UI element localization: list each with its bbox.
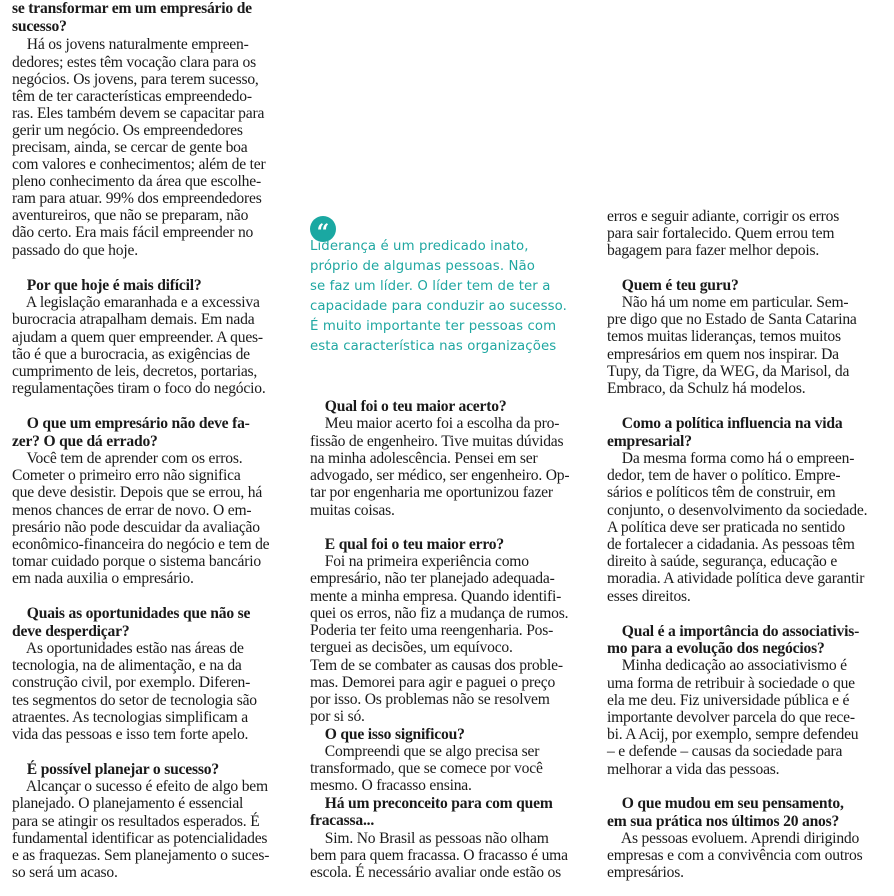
answer-text-line: ajudam a quem quer empreender. A ques-: [12, 329, 263, 346]
answer-text-line: Cometer o primeiro erro não significa: [12, 467, 241, 484]
answer-text-line: pleno conhecimento da área que escolhe-: [12, 173, 261, 190]
pull-quote-line: se faz um líder. O líder tem de ter a: [310, 279, 551, 294]
interview-question-line: Quais as oportunidades que não se: [12, 605, 251, 622]
answer-text-line: Compreendi que se algo precisa ser: [310, 743, 540, 760]
answer-text-line: econômico-financeira do negócio e tem de: [12, 536, 270, 553]
answer-text-line: Foi na primeira experiência como: [310, 553, 529, 570]
answer-text-line: ela me deu. Fiz universidade pública e é: [607, 692, 850, 709]
answer-text-line: burocracia atrapalham demais. Em nada: [12, 311, 255, 328]
answer-text-line: esses direitos.: [607, 588, 691, 605]
interview-question-line: O que isso significou?: [310, 726, 465, 743]
answer-text-line: so será um acaso.: [12, 864, 118, 881]
answer-text-line: precisam, ainda, se cercar de gente boa: [12, 139, 248, 156]
answer-text-line: quei os erros, não fiz a mudança de rumos.: [310, 605, 569, 622]
answer-text-line: ras. Eles também devem se capacitar para: [12, 105, 265, 122]
answer-text-line: e as fraquezas. Sem planejamento o suces-: [12, 847, 270, 864]
answer-text-line: fissão de engenheiro. Tive muitas dúvidas: [310, 433, 564, 450]
answer-text-line: construção civil, por exemplo. Diferen-: [12, 674, 251, 691]
answer-text-line: cumprimento de leis, decretos, portarias,: [12, 363, 258, 380]
answer-text-line: ram para atuar. 99% dos empreendedores: [12, 190, 262, 207]
answer-text-line: Você tem de aprender com os erros.: [12, 450, 243, 467]
answer-text-line: menos chances de errar de novo. O em-: [12, 502, 252, 519]
interview-question-line: se transformar em um empresário de: [12, 0, 252, 17]
answer-text-line: A política deve ser praticada no sentido: [607, 519, 845, 536]
answer-text-line: têm de ter características empreendedo-: [12, 88, 252, 105]
answer-text-line: pre digo que no Estado de Santa Catarina: [607, 311, 857, 328]
answer-text-line: melhorar a vida das pessoas.: [607, 761, 780, 778]
interview-question-line: Qual é a importância do associativis-: [607, 623, 860, 640]
answer-text-line: dedores; estes têm vocação clara para os: [12, 54, 256, 71]
answer-text-line: direito à saúde, segurança, educação e: [607, 553, 838, 570]
answer-text-line: passado do que hoje.: [12, 242, 138, 259]
interview-question-line: mo para a evolução dos negócios?: [607, 640, 825, 657]
interview-question-line: em sua prática nos últimos 20 anos?: [607, 813, 840, 830]
answer-text-line: As pessoas evoluem. Aprendi dirigindo: [607, 830, 860, 847]
answer-text-line: tão é que a burocracia, as exigências de: [12, 346, 250, 363]
answer-text-line: em nada auxilia o empresário.: [12, 570, 194, 587]
answer-text-line: Alcançar o sucesso é efeito de algo bem: [12, 778, 268, 795]
interview-question-line: zer? O que dá errado?: [12, 433, 158, 450]
answer-text-line: bagagem para fazer melhor depois.: [607, 242, 820, 259]
answer-text-line: advogado, ser médico, ser engenheiro. Op-: [310, 467, 570, 484]
answer-text-line: A legislação emaranhada e a excessiva: [12, 294, 260, 311]
answer-text-line: de fortalecer a cidadania. As pessoas têm: [607, 536, 855, 553]
interview-question-line: É possível planejar o sucesso?: [12, 761, 219, 778]
answer-text-line: Sim. No Brasil as pessoas não olham: [310, 830, 549, 847]
interview-question-line: fracassa...: [310, 812, 375, 829]
answer-text-line: terguei as decisões, um equívoco.: [310, 639, 513, 656]
answer-text-line: por isso. Os problemas não se resolvem: [310, 691, 550, 708]
interview-question-line: deve desperdiçar?: [12, 623, 130, 640]
answer-text-line: sários e políticos têm de construir, em: [607, 484, 836, 501]
pull-quote-line: É muito importante ter pessoas com: [310, 319, 557, 334]
answer-text-line: com valores e conhecimentos; além de ter: [12, 156, 266, 173]
answer-text-line: mesmo. O fracasso ensina.: [310, 777, 472, 794]
answer-text-line: presário não pode descuidar da avaliação: [12, 519, 260, 536]
answer-text-line: tar por engenharia me oportunizou fazer: [310, 484, 553, 501]
answer-text-line: empresas e com a convivência com outros: [607, 847, 863, 864]
pull-quote-line: Liderança é um predicado inato,: [310, 239, 529, 254]
interview-question-line: Como a política influencia na vida: [607, 415, 843, 432]
answer-text-line: empresários.: [607, 864, 684, 881]
pull-quote-line: próprio de algumas pessoas. Não: [310, 259, 535, 274]
pull-quote-line: esta característica nas organizações: [310, 339, 557, 354]
answer-text-line: Minha dedicação ao associativismo é: [607, 657, 847, 674]
answer-text-line: negócios. Os jovens, para terem sucesso,: [12, 71, 259, 88]
answer-text-line: tecnologia, na de alimentação, e na da: [12, 657, 242, 674]
interview-question-line: E qual foi o teu maior erro?: [310, 536, 504, 553]
answer-text-line: regulamentações tiram o foco do negócio.: [12, 380, 266, 397]
interview-question-line: O que um empresário não deve fa-: [12, 415, 250, 432]
answer-text-line: importante devolver parcela do que rece-: [607, 709, 855, 726]
answer-text-line: muitas coisas.: [310, 502, 395, 519]
interview-question-line: O que mudou em seu pensamento,: [607, 795, 844, 812]
answer-text-line: empresário, não ter planejado adequada-: [310, 570, 555, 587]
answer-text-line: vida das pessoas e isso tem forte apelo.: [12, 726, 249, 743]
answer-text-line: As oportunidades estão nas áreas de: [12, 640, 244, 657]
interview-question-line: Quem é teu guru?: [607, 277, 739, 294]
answer-text-line: bem para quem fracassa. O fracasso é uma: [310, 847, 568, 864]
answer-text-line: Tupy, da Tigre, da WEG, da Marisol, da: [607, 363, 850, 380]
answer-text-line: bi. A Acij, por exemplo, sempre defendeu: [607, 726, 859, 743]
interview-question-line: Por que hoje é mais difícil?: [12, 277, 202, 294]
interview-question-line: Qual foi o teu maior acerto?: [310, 398, 507, 415]
answer-text-line: – e defende – causas da sociedade para: [607, 743, 843, 760]
answer-text-line: tomar cuidado porque o sistema bancário: [12, 553, 261, 570]
answer-text-line: planejado. O planejamento é essencial: [12, 795, 244, 812]
answer-text-line: mas. Demorei para agir e paguei o preço: [310, 674, 556, 691]
answer-text-line: Não há um nome em particular. Sem-: [607, 294, 849, 311]
answer-text-line: transformado, que se comece por você: [310, 760, 543, 777]
answer-text-line: atraentes. As tecnologias simplificam a: [12, 709, 248, 726]
answer-text-line: empresários em quem nos inspirar. Da: [607, 346, 839, 363]
answer-text-line: dedor, tem de haver o político. Empre-: [607, 467, 841, 484]
answer-text-line: gerir um negócio. Os empreendedores: [12, 122, 243, 139]
answer-text-line: que deve desistir. Depois que se errou, há: [12, 484, 263, 501]
answer-text-line: erros e seguir adiante, corrigir os erros: [607, 208, 840, 225]
answer-text-line: mente a minha empresa. Quando identifi-: [310, 588, 562, 605]
answer-text-line: uma forma de retribuir à sociedade o que: [607, 675, 855, 692]
answer-text-line: fundamental identificar as potencialidades: [12, 830, 268, 847]
answer-text-line: Tem de se combater as causas dos proble-: [310, 657, 563, 674]
answer-text-line: Meu maior acerto foi a escolha da pro-: [310, 415, 560, 432]
answer-text-line: dão certo. Era mais fácil empreender no: [12, 224, 254, 241]
answer-text-line: para se atingir os resultados esperados. É: [12, 813, 260, 830]
answer-text-line: escola. É necessário avaliar onde estão os: [310, 864, 561, 881]
answer-text-line: Embraco, da Schulz há modelos.: [607, 380, 806, 397]
interview-question-line: empresarial?: [607, 433, 692, 450]
interview-question-line: Há um preconceito para com quem: [310, 795, 553, 812]
answer-text-line: por si só.: [310, 708, 365, 725]
answer-text-line: temos muitas lideranças, temos muitos: [607, 328, 841, 345]
answer-text-line: Há os jovens naturalmente empreen-: [12, 36, 249, 53]
answer-text-line: conjunto, o desenvolvimento da sociedade.: [607, 502, 868, 519]
answer-text-line: na minha adolescência. Pensei em ser: [310, 450, 538, 467]
answer-text-line: Da mesma forma como há o empreen-: [607, 450, 855, 467]
answer-text-line: Poderia ter feito uma reengenharia. Pos-: [310, 622, 554, 639]
quote-icon: “: [310, 216, 336, 242]
answer-text-line: tes segmentos do setor de tecnologia são: [12, 692, 257, 709]
pull-quote-line: capacidade para conduzir ao sucesso.: [310, 299, 567, 314]
answer-text-line: moradia. A atividade política deve garantir: [607, 570, 865, 587]
interview-question-line: sucesso?: [12, 18, 67, 35]
answer-text-line: para sair fortalecido. Quem errou tem: [607, 225, 835, 242]
answer-text-line: aventureiros, que não se preparam, não: [12, 207, 249, 224]
